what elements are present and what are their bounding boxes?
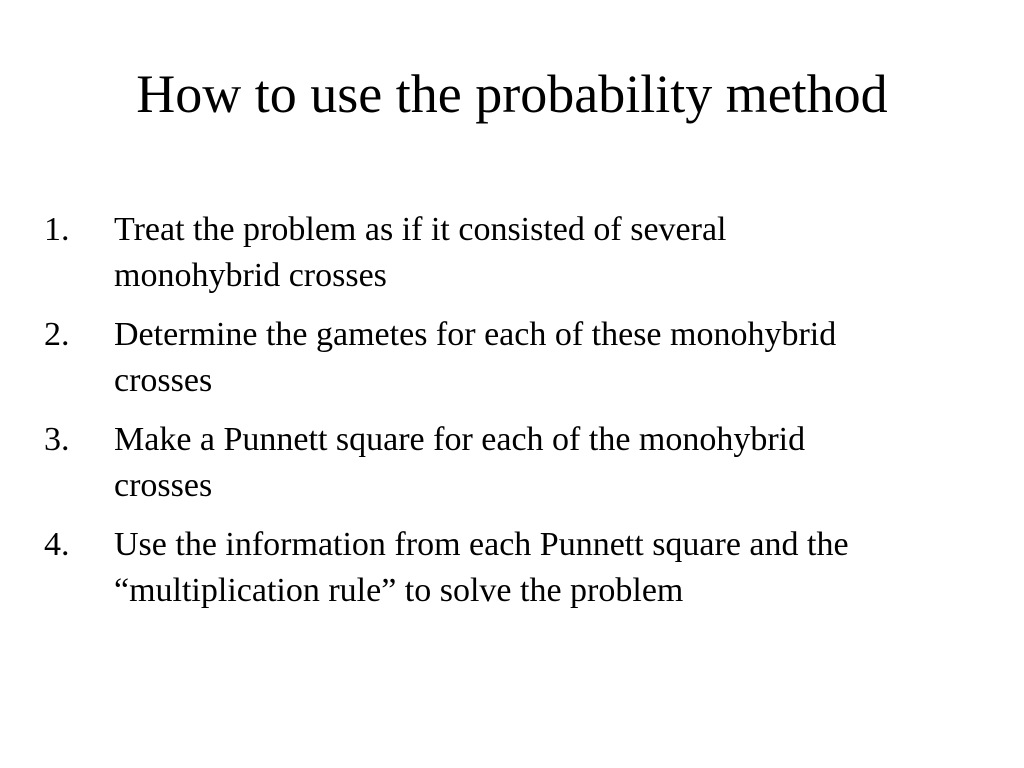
list-item-step-1 — [44, 207, 1004, 299]
step-text-line: crosses — [114, 467, 213, 504]
step-text-line: “multiplication rule” to solve the problem — [114, 572, 684, 609]
step-text-line: Determine the gametes for each of these monohybrid — [114, 316, 837, 353]
list-item-step-2 — [44, 312, 1004, 404]
step-number: 2. — [44, 316, 70, 353]
step-number: 4. — [44, 526, 70, 563]
step-text-line: monohybrid crosses — [114, 257, 387, 294]
step-text-line: crosses — [114, 362, 213, 399]
steps-list — [44, 207, 1004, 627]
slide-title: How to use the probability method — [136, 64, 888, 124]
step-text-line: Use the information from each Punnett square and the — [114, 526, 849, 563]
step-number: 3. — [44, 421, 70, 458]
list-item-step-4 — [44, 522, 1004, 614]
list-item-step-3 — [44, 417, 1004, 509]
step-text-line: Treat the problem as if it consisted of several — [114, 211, 727, 248]
step-text-line: Make a Punnett square for each of the monohybrid — [114, 421, 806, 458]
step-number: 1. — [44, 211, 70, 248]
